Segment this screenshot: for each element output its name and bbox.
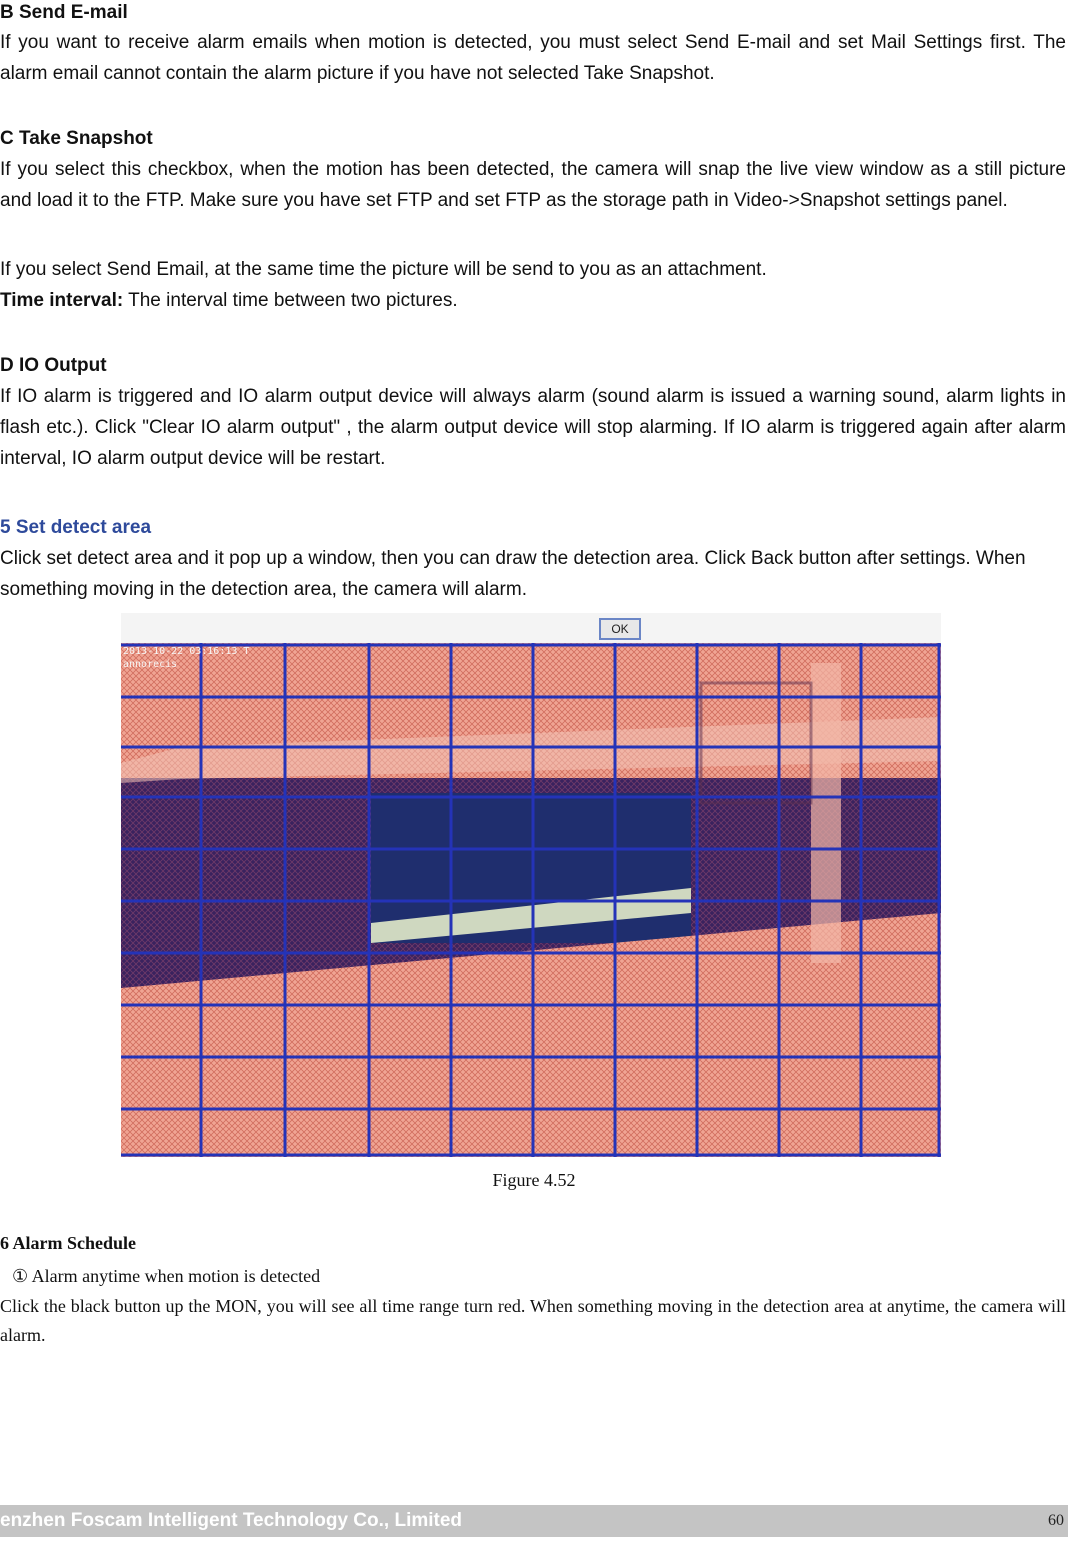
scene-pillar — [811, 663, 841, 963]
time-interval-line — [0, 285, 1066, 316]
section-b-title: B Send E-mail — [0, 2, 128, 23]
section-c-body: If you select this checkbox, when the motion has been detected, the camera will snap the live view window as a still picture and load it to the FTP. Make sure you have set FTP and set FTP as the storage path in Video->Snapshot settings panel. — [0, 159, 1066, 211]
footer-company: enzhen Foscam Intelligent Technology Co., Limited — [0, 1510, 463, 1531]
osd-camera-name: annorecis — [123, 659, 178, 670]
video-osd — [123, 645, 249, 671]
page-number: 60 — [1048, 1512, 1064, 1529]
section-6-body: Click the black button up the MON, you will see all time range turn red. When something moving in the detection area at anytime, the camera will alarm. — [0, 1296, 1066, 1345]
section-c-title: C Take Snapshot — [0, 128, 153, 149]
page-footer — [0, 1505, 1068, 1537]
schedule-item-1: ① Alarm anytime when motion is detected — [12, 1266, 321, 1286]
time-interval-text: The interval time between two pictures. — [123, 290, 458, 311]
section-6-title: 6 Alarm Schedule — [0, 1233, 137, 1253]
ok-button[interactable]: OK — [599, 618, 641, 640]
detect-area-figure — [121, 613, 941, 1157]
figure-caption: Figure 4.52 — [492, 1170, 576, 1190]
section-d-title: D IO Output — [0, 355, 107, 376]
section-5-title: 5 Set detect area — [0, 517, 152, 538]
section-5-body: Click set detect area and it pop up a window, then you can draw the detection area. Click Back button after settings. When something moving in the detection area, the camera will alarm. — [0, 548, 1026, 600]
time-interval-label: Time interval: — [0, 290, 124, 311]
osd-timestamp: 2013-10-22 03:16:13 T — [123, 646, 250, 657]
section-c-body-2: If you select Send Email, at the same time the picture will be send to you as an attachment. — [0, 259, 767, 280]
section-d-body: If IO alarm is triggered and IO alarm output device will always alarm (sound alarm is issued a warning sound, alarm lights in flash etc.). Click "Clear IO alarm output" , the alarm output device will stop alarming. If IO alarm is triggered again after alarm interval, IO alarm output device will be restart. — [0, 386, 1066, 469]
section-b-body: If you want to receive alarm emails when motion is detected, you must select Send E-mail and set Mail Settings first. The alarm email cannot contain the alarm picture if you have not selected Take Snapshot. — [0, 32, 1066, 84]
camera-view[interactable] — [121, 643, 941, 1157]
